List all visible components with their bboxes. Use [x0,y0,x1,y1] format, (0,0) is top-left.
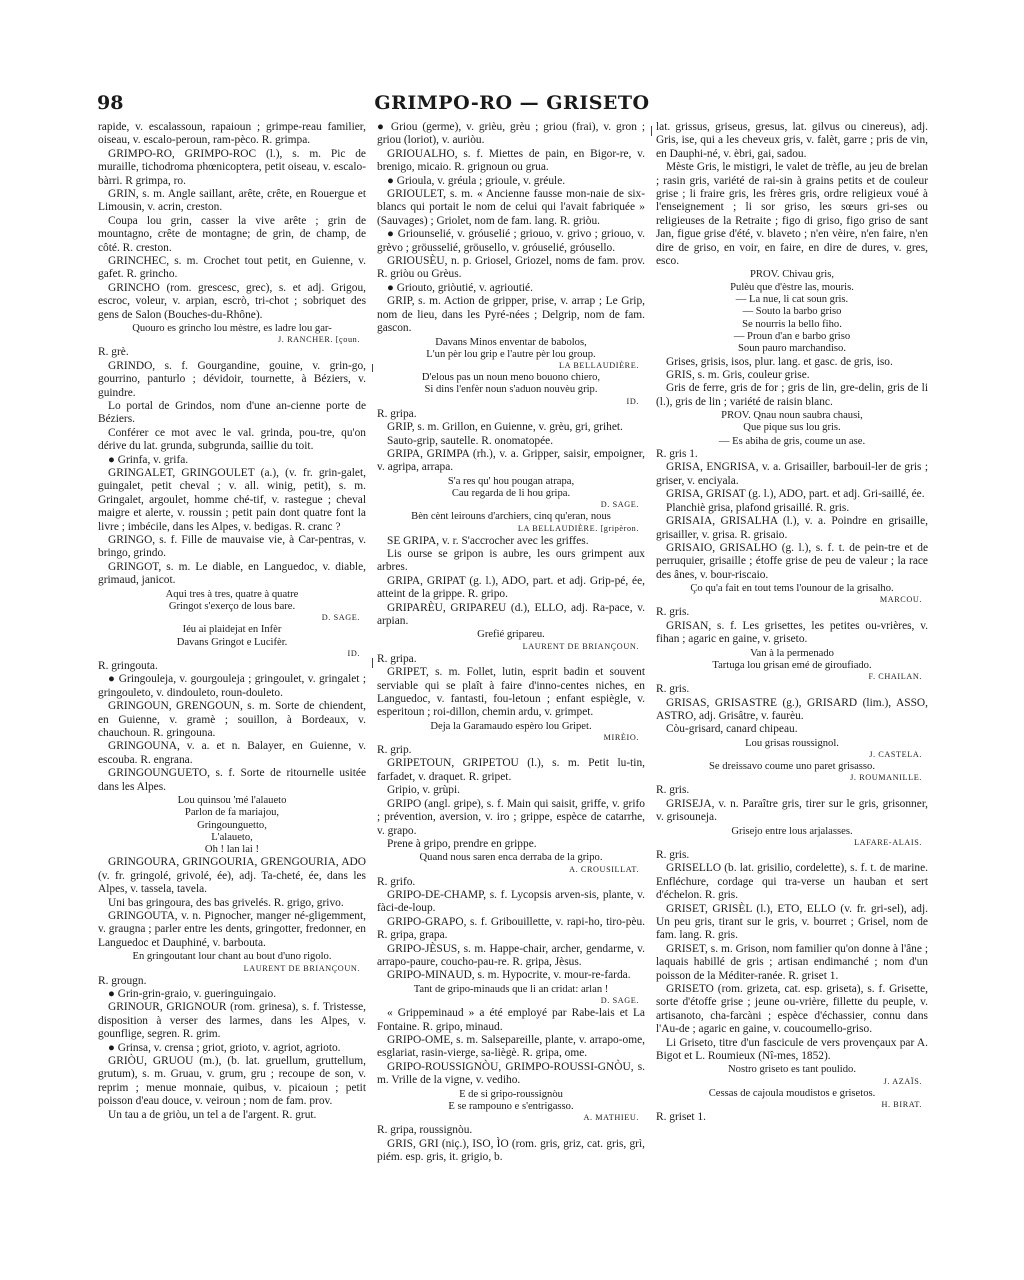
attribution: D. SAGE. [600,996,639,1006]
quotation-line: Bèn cènt leirouns d'archiers, cinq qu'eran, nous [411,511,611,523]
quotation: PROV. Chivau gris, Pulèu que d'èstre las, mouris. — La nue, li cat soun gris. — Souto la barbo griso Se nourris la bello fiho. — Proun d'an e barbo griso Soun pauro marchandiso. [730,269,854,355]
entry-paragraph: Prene à gripo, prendre en grippe. [387,837,537,850]
entry-paragraph: Grises, grisis, isos, plur. lang. et gasc. de gris, iso. [666,355,893,368]
entry-paragraph: GRIOULET, s. m. « Ancienne fausse mon-naie de six-blancs qui portait le nom de celui qui l'avait fabriquée » (Sauvages) ; Griolet, nom de fam. lang. R. griòu. [377,188,645,227]
entry-paragraph: GRIPARÈU, GRIPAREU (d.), ELLO, adj. Ra-pace, v. arpian. [377,601,645,628]
entry-paragraph: GRIP, s. m. Action de gripper, prise, v. arrap ; Le Grip, nom de lieu, dans les Pyré-nées ; Delgrip, nom de fam. gascon. [377,295,645,335]
attribution: D. SAGE. [321,613,360,623]
entry-paragraph: lat. grissus, griseus, gresus, lat. gilvus ou cinereus), adj. Gris, ise, qui a les cheveux gris, v. falèt, garre ; pris de vin, en Dauphi-né, v. èbri, gai, sadou. [656,121,928,160]
margin-mark [651,126,652,136]
quotation-line: En gringoutant lour chant au bout d'uno rigolo. [132,951,332,963]
etymology-reference: R. gris. [656,784,690,797]
entry-paragraph: Gris de ferre, gris de for ; gris de lin, gre-delin, gris de li (l.), gris de lin ; variété de raisin blanc. [656,382,928,408]
etymology-reference: R. gringouta. [98,659,158,672]
quotation-line: Nostro griseto es tant poulido. [728,1064,856,1076]
entry-paragraph: Conférer ce mot avec le val. grinda, pou-tre, qu'on dérive du lat. grunda, subgrunda, saillie du toit. [98,426,366,453]
entry-paragraph: GRINGOUNGUETO, s. f. Sorte de ritournelle usitée dans les Alpes. [98,767,366,793]
quotation-line: Grefié gripareu. [477,629,545,641]
quotation: D'elous pas un noun meno bouono chiero, Si dins l'enfèr noun s'aduon nouvèu grip. [421,372,601,396]
attribution: J. AZAÏS. [883,1076,922,1086]
entry-paragraph: GRINCHO (rom. grescesc, grec), s. et adj. Grigou, escroc, voleur, v. arpian, escrò, tri-chot ; sobriquet des gens de Salon (Bouches-du-Rhône). [98,281,366,321]
entry-paragraph: GRINDO, s. f. Gourgandine, gouine, v. grin-go, gourrino, panturlo ; dévidoir, tournette, à Béziers, v. guindre. [98,359,366,399]
attribution: A. MATHIEU. [583,1113,639,1123]
etymology-reference: R. gris 1. [656,448,698,461]
entry-paragraph: GRIMPO-RO, GRIMPO-ROC (l.), s. m. Pic de muraille, tichodroma phœnicoptera, petit oiseau, v. escalo-bàrri. R grimpa, ro. [98,147,366,187]
entry-paragraph: GRINOUR, GRIGNOUR (rom. grinesa), s. f. Tristesse, disposition à verser des larmes, dans les Alpes, v. gounflige, segren. R. grim. [98,1001,366,1041]
quotation: E de si gripo-roussignòu E se rampouno e s'entrigasso. [448,1088,574,1112]
page-header [97,92,927,122]
entry-paragraph: ● Grinfa, v. grifa. [108,453,189,466]
attribution: A. CROUSILLAT. [569,864,639,874]
entry-paragraph: GRISETO (rom. grizeta, cat. esp. griseta), s. f. Grisette, sorte d'étoffe grise ; jeune ou-vrière, fillette du peuple, v. artisanoto, cha-farcàni ; espèce d'échassier, connu dans l'Au-de ; agaric en gaine, v. coucoumello-griso. [656,983,928,1036]
etymology-reference: R. gris. [656,606,690,619]
quotation: PROV. Qnau noun saubra chausi, Que pique sus lou gris. [721,410,863,434]
entry-paragraph: GRIOUALHO, s. f. Miettes de pain, en Bigor-re, v. brenigo, micaio. R. grignoun ou grua. [377,147,645,174]
etymology-reference: R. griset 1. [656,1111,706,1124]
entry-paragraph: ● Griou (germe), v. grièu, grèu ; griou (frai), v. gron ; griou (loriot), v. auriòu. [377,121,645,147]
quotation: S'a res qu' hou pougan atrapa, Cau regarda de li hou gripa. [447,475,575,500]
entry-paragraph: Còu-grisard, canard chipeau. [666,723,798,736]
etymology-reference: R. grifo. [377,875,416,888]
entry-paragraph: GRINGOURA, GRINGOURIA, GRENGOURIA, ADO (v. fr. gringolé, grivolé, ée), adj. Ta-cheté, ée, dans les Alpes, v. tassela, tavela. [98,856,366,896]
entry-paragraph: SE GRIPA, v. r. S'accrocher avec les griffes. [387,534,589,547]
quotation-line: Deja la Garamaudo espèro lou Gripet. [430,720,592,732]
quotation: Van à la permenado Tartuga lou grisan emé de giroufiado. [712,647,872,671]
entry-paragraph: GRISA, GRISAT (g. l.), ADO, part. et adj. Gri-saillé, ée. [666,488,925,501]
quotation: Davans Minos enventar de babolos, L'un pèr lou grip e l'autre pèr lou group. [426,336,596,360]
quotation-line: Se dreissavo coume uno paret grisasso. [709,761,875,773]
attribution: ID. [347,648,360,658]
entry-paragraph: ● Grinsa, v. crensa ; griot, grioto, v. agriot, agrioto. [108,1041,341,1054]
entry-paragraph: GRIPO (angl. gripe), s. f. Main qui saisit, griffe, v. grifo ; prévention, aversion, v. iro ; grippe, espèce de catarrhe, v. grapo. [377,797,645,837]
attribution: D. SAGE. [600,500,639,510]
entry-paragraph: GRIP, s. m. Grillon, en Guienne, v. grèu, gri, grihet. [387,421,623,434]
attribution: J. RANCHER. [çoun. [278,335,360,345]
entry-paragraph: Coupa lou grin, casser la vive arête ; grin de mountagno, crête de montagne; de grin, de champ, de côté. R. creston. [98,214,366,254]
entry-paragraph: ● Griounselié, v. gróuselié ; griouo, v. grivo ; griouo, v. grèvo ; gröusselié, gröusello, v. gróuselié, gróusello. [377,228,645,254]
entry-paragraph: GRISAIO, GRISALHO (g. l.), s. f. t. de pein-tre et de perruquier, grisaille ; étoffe grise de peu de valeur ; la race des ânes, v. bour-riscaio. [656,541,928,581]
entry-paragraph: GRIPO-JÈSUS, s. m. Happe-chair, archer, gendarme, v. arrapo-paure, coucho-pau-re. R. gripa, Jèsus. [377,942,645,969]
entry-paragraph: GRIPO-DE-CHAMP, s. f. Lycopsis arven-sis, plante, v. fàci-de-loup. [377,889,645,915]
entry-paragraph: GRISA, ENGRISA, v. a. Grisailler, barbouil-ler de gris ; griser, v. enciyala. [656,461,928,487]
quotation-line: Quand nous saren enca derraba de la gripo. [419,852,603,864]
column-left [98,121,366,1122]
entry-paragraph: GRISAS, GRISASTRE (g.), GRISARD (lim.), ASSO, ASTRO, adj. Grisâtre, v. faurèu. [656,696,928,723]
entry-paragraph: GRINGOUTA, v. n. Pignocher, manger né-gligemment, v. graugna ; parler entre les dents, gringotter, fredonner, en Languedoc et Dauphiné, v. barbouta. [98,910,366,949]
entry-paragraph: GRIS, s. m. Gris, couleur grise. [666,368,810,381]
etymology-reference: R. gris. [656,848,690,861]
entry-paragraph: GRINGOT, s. m. Le diable, en Languedoc, v. diable, grimaud, janicot. [98,560,366,587]
margin-mark [372,658,373,668]
entry-paragraph: GRIPO-OME, s. m. Salsepareille, plante, v. arrapo-ome, esglariat, rasin-vierge, sa-liègè. R. gripa, ome. [377,1033,645,1060]
entry-paragraph: GRIPA, GRIMPA (rh.), v. a. Gripper, saisir, empoigner, v. agripa, arrapa. [377,447,645,474]
attribution: MARCOU. [879,595,922,605]
attribution: ID. [626,396,639,406]
quotation-line: Ço qu'a fait en tout tems l'ounour de la grisalho. [690,583,894,595]
attribution: H. BIRAT. [881,1100,922,1110]
entry-paragraph: GRINGOUNA, v. a. et n. Balayer, en Guienne, v. escouba. R. engrana. [98,740,366,766]
entry-paragraph: GRIN, s. m. Angle saillant, arête, crête, en Rouergue et Limousin, v. acrin, creston. [98,188,366,214]
quotation: — Es abiha de gris, coume un ase. [718,435,866,447]
entry-paragraph: ● Gringouleja, v. gourgouleja ; gringoulet, v. gringalet ; gringouleto, v. dindouleto, roun-douleto. [98,673,366,699]
entry-paragraph: Mèste Gris, le mistigri, le valet de trèfle, au jeu de brelan ; rasin gris, variété de rai-sin à grains petits et de couleur grise ; li fraire gris, les frères gris, ordre religieux voué à l'enseignement ; li sor griso, les sœurs gri-ses ou religieuses de la Retraite ; figo di griso, figo griso de sant Jan, figue grise d'été, v. blaveto ; n'en vèire, n'en faire, n'en dire de griso, en voir, en faire, en dire de dures, v. gres, esco. [656,161,928,268]
entry-paragraph: GRISET, GRISÈL (l.), ETO, ELLO (v. fr. gri-sel), adj. Un peu gris, tirant sur le gris, v. bourret ; Grisel, nom de fam. lang. R. gris. [656,902,928,942]
entry-paragraph: GRISEJA, v. n. Paraître gris, tirer sur le gris, grisonner, v. grisouneja. [656,797,928,824]
entry-paragraph: GRIS, GRI (niç.), ISO, ÌO (rom. gris, griz, cat. gris, grì, piém. esp. gris, it. grigio, b. [377,1137,645,1164]
etymology-reference: R. gris. [656,683,690,696]
attribution: J. ROUMANILLE. [850,773,922,783]
attribution: J. CASTELA. [869,750,922,760]
attribution: LAFARE-ALAIS. [854,837,922,847]
etymology-reference: R. gripa. [377,407,417,420]
entry-paragraph: Un tau a de griòu, un tel a de l'argent. R. grut. [108,1108,317,1121]
quotation-line: Lou grisas roussignol. [745,737,839,749]
attribution: LAURENT DE BRIANÇOUN. [243,963,360,973]
entry-paragraph: GRINGO, s. f. Fille de mauvaise vie, à Car-pentras, v. bringo, grindo. [98,534,366,560]
entry-paragraph: ● Griouto, griòutié, v. agrioutié. [387,281,533,294]
entry-paragraph: GRISET, s. m. Grison, nom familier qu'on donne à l'âne ; laquais habillé de gris ; artisan endimanché ; nom d'un poisson de la Méditer-ranée. R. griset 1. [656,942,928,982]
entry-paragraph: GRISAN, s. f. Les grisettes, les petites ou-vrières, v. fihan ; agaric en gaine, v. griseto. [656,619,928,646]
entry-paragraph: GRIOUSÈU, n. p. Griosel, Griozel, noms de fam. prov. R. griòu ou Grèus. [377,255,645,281]
quotation: Aqui tres à tres, quatre à quatre Gringot s'exerço de lous bare. [165,588,299,612]
attribution: LA BELLAUDIÈRE. [559,361,639,371]
entry-paragraph: GRIÒU, GRUOU (m.), (b. lat. gruellum, gruttellum, grutum), s. m. Gruau, v. grum, gru ; recoupe de son, v. reprim ; menue monnaie, quibus, v. picaioun ; petit poisson d'eau douce, v. veiroun ; nom de fam. prov. [98,1055,366,1108]
margin-mark [372,364,373,372]
entry-paragraph: GRINCHEC, s. m. Crochet tout petit, en Guienne, v. gafet. R. grincho. [98,255,366,281]
entry-paragraph: GRINGALET, GRINGOULET (a.), (v. fr. grin-galet, guingalet, petit cheval ; v. all. winig, petit), s. m. Gringalet, argoulet, homme ché-tif, v. rastegue ; cheval maigre et alerte, v. roussin ; petit pain dont quatre font la livre ; imbécile, dans les Alpes, v. bedigas. R. cranc ? [98,467,366,533]
column-middle [377,121,645,1164]
attribution: F. CHAILAN. [868,672,922,682]
entry-paragraph: GRIPO-GRAPO, s. f. Gribouillette, v. rapi-ho, tiro-pèu. R. gripa, grapa. [377,915,645,942]
etymology-reference: R. gripa. [377,652,417,665]
entry-paragraph: ● Grin-grin-graio, v. gueringuingaio. [108,987,277,1000]
entry-paragraph: GRISELLO (b. lat. grisilio, cordelette), s. f. t. de marine. Enfléchure, cordage qui tra-verse un hauban et sert d'échelon. R. gris. [656,862,928,902]
entry-paragraph: GRIPO-MINAUD, s. m. Hypocrite, v. mour-re-farda. [387,969,631,982]
etymology-reference: R. grougn. [98,974,147,987]
entry-paragraph: ● Grioula, v. gréula ; grioule, v. gréule. [387,174,566,187]
quotation-line: Tant de gripo-minauds que li an cridat: arlan ! [413,983,609,995]
entry-paragraph: GRISAIA, GRISALHA (l.), v. a. Poindre en grisaille, grisailler, v. grisa. R. grisaio. [656,515,928,541]
quotation: Lou quinsou 'mé l'alaueto Parlon de fa mariajou, Gringounguetto, L'alaueto, Oh ! lan lai ! [177,794,287,856]
entry-paragraph: GRINGOUN, GRENGOUN, s. m. Sorte de chiendent, en Guienne, v. gramè ; souillon, à Bordeaux, v. chauchoun. R. gringouna. [98,700,366,739]
entry-paragraph: GRIPA, GRIPAT (g. l.), ADO, part. et adj. Grip-pé, ée, atteint de la grippe. R. gripo. [377,574,645,601]
etymology-reference: R. grip. [377,744,412,757]
entry-paragraph: Planchiè grisa, plafond grisaillé. R. gris. [666,501,850,514]
attribution: MIRÈIO. [603,733,639,743]
entry-paragraph: rapide, v. escalassoun, rapaioun ; grimpe-reau familier, oiseau, v. escalo-peroun, ram-pèco. R. grimpa. [98,121,366,147]
quotation-line: Grisejo entre lous arjalasses. [731,825,853,837]
attribution: LA BELLAUDIÈRE. [gripèron. [517,523,639,533]
entry-paragraph: Li Griseto, titre d'un fascicule de vers provençaux par A. Bigot et L. Roumieux (Nî-mes, 1852). [656,1036,928,1063]
entry-paragraph: GRIPETOUN, GRIPETOU (l.), s. m. Petit lu-tin, farfadet, v. draquet. R. gripet. [377,757,645,783]
entry-paragraph: Uni bas gringoura, des bas grivelés. R. grigo, grivo. [108,896,344,909]
quotation-line: Cessas de cajoula moudistos e grisetos. [708,1087,876,1099]
etymology-reference: R. gripa, roussignòu. [377,1124,473,1137]
entry-paragraph: Gripio, v. grùpi. [387,784,460,797]
entry-paragraph: Lo portal de Grindos, nom d'une an-cienne porte de Béziers. [98,400,366,426]
entry-paragraph: « Grippeminaud » a été employé par Rabe-lais et La Fontaine. R. gripo, minaud. [377,1007,645,1033]
etymology-reference: R. grè. [98,346,129,359]
running-title: GRIMPO-RO — GRISETO [374,92,650,114]
entry-paragraph: GRIPET, s. m. Follet, lutin, esprit badin et souvent serviable qui se plaît à faire d'inno-centes niches, en Languedoc, v. fantasti, fou-letoun ; enfant espiègle, v. esperitoun ; roi-dillon, chemin ardu, v. grimpet. [377,666,645,719]
column-right [656,121,928,1124]
quotation: Iéu ai plaidejat en Infèr Davans Gringot e Lucifèr. [176,624,288,648]
attribution: LAURENT DE BRIANÇOUN. [522,641,639,651]
page-number: 98 [97,92,124,114]
entry-paragraph: Sauto-grip, sautelle. R. onomatopée. [387,434,554,447]
entry-paragraph: GRIPO-ROUSSIGNÒU, GRIMPO-ROUSSI-GNÒU, s. m. Vrille de la vigne, v. vediho. [377,1060,645,1087]
quotation-line: Quouro es grincho lou mèstre, es ladre lou gar- [132,323,332,335]
entry-paragraph: Lis ourse se gripon is aubre, les ours grimpent aux arbres. [377,548,645,574]
